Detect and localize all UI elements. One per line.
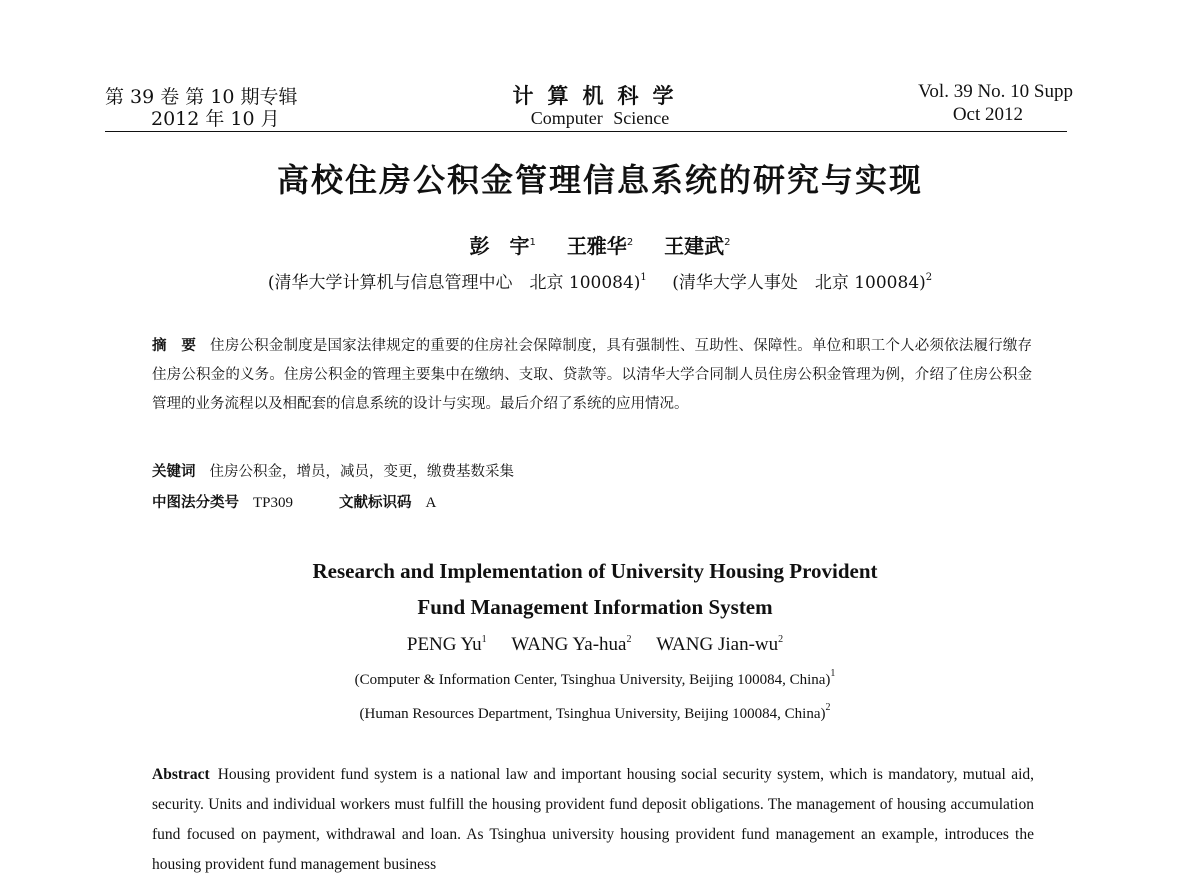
- author-zh: 王建武$^2$: [664, 234, 731, 258]
- author-list-zh: [0, 230, 1200, 259]
- volume-issue: 第 39 卷 第 10 期专辑: [105, 86, 298, 108]
- paper-title-en: [0, 553, 1190, 625]
- clc-label: 中图法分类号: [152, 495, 239, 511]
- affiliation-en: (Human Resources Department, Tsinghua University, Beijing 100084, China)$^2$: [359, 702, 831, 722]
- doc-code-label: 文献标识码: [339, 495, 412, 511]
- author-list-en: [0, 634, 1190, 656]
- keywords-zh-label: 关键词: [152, 464, 196, 480]
- keywords-zh: [152, 460, 514, 481]
- abstract-en: [152, 760, 1034, 880]
- abstract-zh: [152, 332, 1032, 419]
- affiliation-en: (Computer & Information Center, Tsinghua University, Beijing 100084, China)$^1$: [354, 668, 836, 688]
- author-en: WANG Ya-hua$^2$: [511, 634, 632, 655]
- affiliation-zh: (清华大学计算机与信息管理中心 北京 100084)$^1$: [267, 272, 647, 293]
- keywords-zh-text: 住房公积金，增员，减员，变更，缴费基数采集: [209, 464, 514, 480]
- paper-title-en-line1: Research and Implementation of University Housing Provident: [312, 559, 878, 583]
- abstract-zh-label: 摘 要: [152, 338, 197, 354]
- affiliation-zh: (清华大学人事处 北京 100084)$^2$: [672, 272, 933, 293]
- volume-issue-en: Vol. 39 No. 10 Supp: [918, 81, 1073, 102]
- author-en: WANG Jian-$wu^2$: [656, 634, 784, 655]
- header-rule: [105, 131, 1067, 132]
- publication-date-en: Oct 2012: [952, 104, 1023, 125]
- doc-code-value: A: [425, 495, 437, 511]
- affiliations-zh: [0, 268, 1200, 293]
- author-en: PENG Yu$^1$: [406, 634, 487, 655]
- paper-title-en-line2: Fund Management Information System: [417, 595, 773, 619]
- paper-title-zh: 高校住房公积金管理信息系统的研究与实现: [276, 161, 923, 199]
- publication-date-zh: 2012 年 10 月: [151, 108, 280, 130]
- abstract-en-text: Housing provident fund system is a national law and important housing social security system, which is mandatory, mutual aid, security. Units and individual workers must fulfill the housing provident fund deposit obligations. The management of housing accumulation fund focused on payment, withdrawal and loan. As Tsinghua university housing provident fund management an example, introduces the housing provident fund management business: [152, 766, 1034, 873]
- running-header-right: [918, 80, 1073, 126]
- classification-line: [152, 491, 482, 512]
- journal-name-en: Computer Science: [530, 108, 670, 128]
- abstract-en-label: Abstract: [152, 766, 210, 783]
- author-zh: 彭 宇$^1$: [469, 234, 536, 258]
- journal-name-zh: 计算机科学: [512, 83, 688, 108]
- author-zh: 王雅华$^2$: [566, 234, 634, 258]
- abstract-zh-text: 住房公积金制度是国家法律规定的重要的住房社会保障制度，具有强制性、互助性、保障性。单位和职工个人必须依法履行缴存住房公积金的义务。住房公积金的管理主要集中在缴纳、支取、贷款等。以清华大学合同制人员住房公积金管理为例，介绍了住房公积金管理的业务流程以及相配套的信息系统的设计与实现。最后介绍了系统的应用情况。: [152, 338, 1032, 412]
- clc-value: TP309: [253, 495, 294, 511]
